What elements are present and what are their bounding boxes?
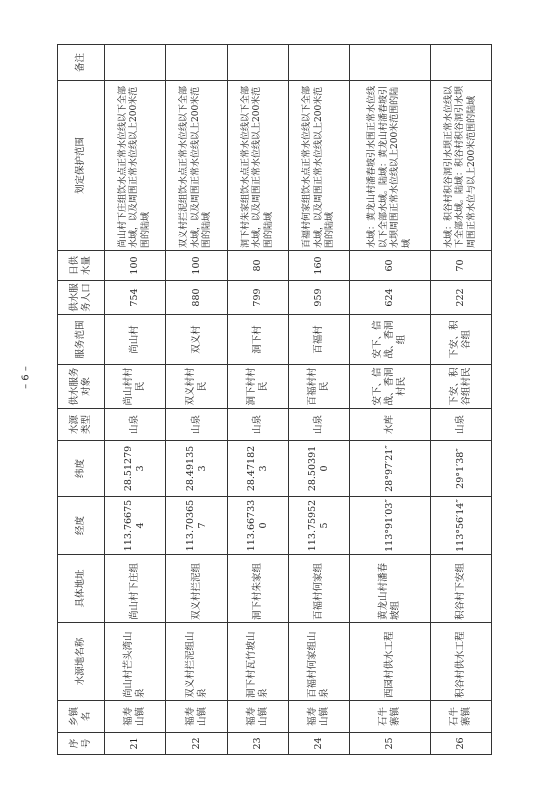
service-target-cell: 双义村村民 — [166, 365, 227, 409]
latitude-cell: 28.471823 — [227, 441, 288, 497]
address-cell: 尚山村下庄组 — [105, 555, 166, 623]
source-type-cell: 山泉 — [289, 409, 350, 441]
header-cell: 乡镇名 — [58, 701, 105, 733]
header-cell: 水源地名称 — [58, 623, 105, 701]
source-name-cell: 西园村供水工程 — [350, 623, 430, 701]
protection-range-cell: 水域：积谷村积谷洞引水坝正常水位线以下全部水域。陆域：积谷村积谷洞引水坝周围正常水位与以上200米范围的陆域 — [430, 81, 491, 251]
note-cell — [227, 45, 288, 81]
address-cell: 积谷村下安组 — [430, 555, 491, 623]
service-target-cell: 尚山村村民 — [105, 365, 166, 409]
address-cell: 百福村何家组 — [289, 555, 350, 623]
daily-supply-cell: 160 — [289, 251, 350, 281]
population-cell: 222 — [430, 281, 491, 315]
daily-supply-cell: 80 — [227, 251, 288, 281]
longitude-cell: 113°56′14″ — [430, 497, 491, 555]
population-cell: 959 — [289, 281, 350, 315]
header-row — [58, 45, 105, 755]
service-target-cell: 安下、信战、香洞村民 — [350, 365, 430, 409]
serial-cell: 24 — [289, 733, 350, 755]
note-cell — [166, 45, 227, 81]
header-cell: 具体地址 — [58, 555, 105, 623]
serial-cell: 23 — [227, 733, 288, 755]
daily-supply-cell: 60 — [350, 251, 430, 281]
source-name-cell: 洞下村瓦竹坡山泉 — [227, 623, 288, 701]
population-cell: 624 — [350, 281, 430, 315]
header-cell: 供水服务对象 — [58, 365, 105, 409]
page-number: – 6 – — [20, 366, 32, 389]
daily-supply-cell: 70 — [430, 251, 491, 281]
town-cell: 石牛寨镇 — [430, 701, 491, 733]
latitude-cell: 28.491353 — [166, 441, 227, 497]
latitude-cell: 28.512793 — [105, 441, 166, 497]
address-cell: 黄龙山村潘春坡组 — [350, 555, 430, 623]
population-cell: 799 — [227, 281, 288, 315]
header-cell: 服务范围 — [58, 315, 105, 365]
header-cell: 纬度 — [58, 441, 105, 497]
serial-cell: 22 — [166, 733, 227, 755]
address-cell: 洞下村朱家组 — [227, 555, 288, 623]
service-scope-cell: 百福村 — [289, 315, 350, 365]
service-scope-cell: 洞下村 — [227, 315, 288, 365]
source-type-cell: 山泉 — [166, 409, 227, 441]
service-target-cell: 下安、积谷组村民 — [430, 365, 491, 409]
town-cell: 石牛寨镇 — [350, 701, 430, 733]
service-target-cell: 洞下村村民 — [227, 365, 288, 409]
note-cell — [350, 45, 430, 81]
service-target-cell: 百福村村民 — [289, 365, 350, 409]
longitude-cell: 113.766754 — [105, 497, 166, 555]
header-cell: 日供水量 — [58, 251, 105, 281]
header-cell: 水源类型 — [58, 409, 105, 441]
header-cell: 供水服务人口 — [58, 281, 105, 315]
protection-range-cell: 水域：黄龙山村潘春坡引水围正常水位线以下全部水域。陆域：黄龙山村潘春坡引水坝周围正常水位线以上200米范围的陆域 — [350, 81, 430, 251]
table-body — [105, 45, 492, 755]
service-scope-cell: 双义村 — [166, 315, 227, 365]
longitude-cell: 113.759525 — [289, 497, 350, 555]
service-scope-cell: 下安、积谷组 — [430, 315, 491, 365]
note-cell — [289, 45, 350, 81]
protection-range-cell: 双义村拦泥组饮水点正常水位线以下全部水域，以及周围正常水位线以上200米范围的陆域 — [166, 81, 227, 251]
latitude-cell: 28.503910 — [289, 441, 350, 497]
daily-supply-cell: 100 — [166, 251, 227, 281]
population-cell: 754 — [105, 281, 166, 315]
water-source-table — [57, 44, 492, 755]
table-row — [166, 45, 227, 755]
source-type-cell: 水库 — [350, 409, 430, 441]
serial-cell: 26 — [430, 733, 491, 755]
source-name-cell: 尚山村芒头湾山泉 — [105, 623, 166, 701]
table-row — [289, 45, 350, 755]
source-type-cell: 山泉 — [430, 409, 491, 441]
longitude-cell: 113.703657 — [166, 497, 227, 555]
town-cell: 福寿山镇 — [166, 701, 227, 733]
town-cell: 福寿山镇 — [227, 701, 288, 733]
address-cell: 双义村拦泥组 — [166, 555, 227, 623]
service-scope-cell: 尚山村 — [105, 315, 166, 365]
table-row — [350, 45, 430, 755]
source-name-cell: 百福村何家组山泉 — [289, 623, 350, 701]
protection-range-cell: 洞下村朱家组饮水点正常水位线以下全部水域，以及周围正常水位线以上200米范围的陆域 — [227, 81, 288, 251]
source-type-cell: 山泉 — [105, 409, 166, 441]
source-name-cell: 双义村拦泥组山泉 — [166, 623, 227, 701]
note-cell — [430, 45, 491, 81]
protection-range-cell: 百福村何家组饮水点正常水位线以下全部水域，以及周围正常水位线以上200米范围的陆域 — [289, 81, 350, 251]
town-cell: 福寿山镇 — [289, 701, 350, 733]
longitude-cell: 113.667330 — [227, 497, 288, 555]
source-name-cell: 积谷村供水工程 — [430, 623, 491, 701]
serial-cell: 21 — [105, 733, 166, 755]
town-cell: 福寿山镇 — [105, 701, 166, 733]
daily-supply-cell: 100 — [105, 251, 166, 281]
serial-cell: 25 — [350, 733, 430, 755]
header-cell: 备注 — [58, 45, 105, 81]
table-row — [227, 45, 288, 755]
rotated-table-container — [57, 45, 492, 755]
header-cell: 经度 — [58, 497, 105, 555]
table-row — [430, 45, 491, 755]
longitude-cell: 113°91′03″ — [350, 497, 430, 555]
table-row — [105, 45, 166, 755]
service-scope-cell: 安下、信战、香洞组 — [350, 315, 430, 365]
latitude-cell: 28°97′21″ — [350, 441, 430, 497]
header-cell: 划定保护范围 — [58, 81, 105, 251]
header-cell: 序号 — [58, 733, 105, 755]
note-cell — [105, 45, 166, 81]
source-type-cell: 山泉 — [227, 409, 288, 441]
protection-range-cell: 尚山村下庄组饮水点正常水位线以下全部水域，以及周围正常水位线以上200米范围的陆域 — [105, 81, 166, 251]
latitude-cell: 29°1′38″ — [430, 441, 491, 497]
population-cell: 880 — [166, 281, 227, 315]
